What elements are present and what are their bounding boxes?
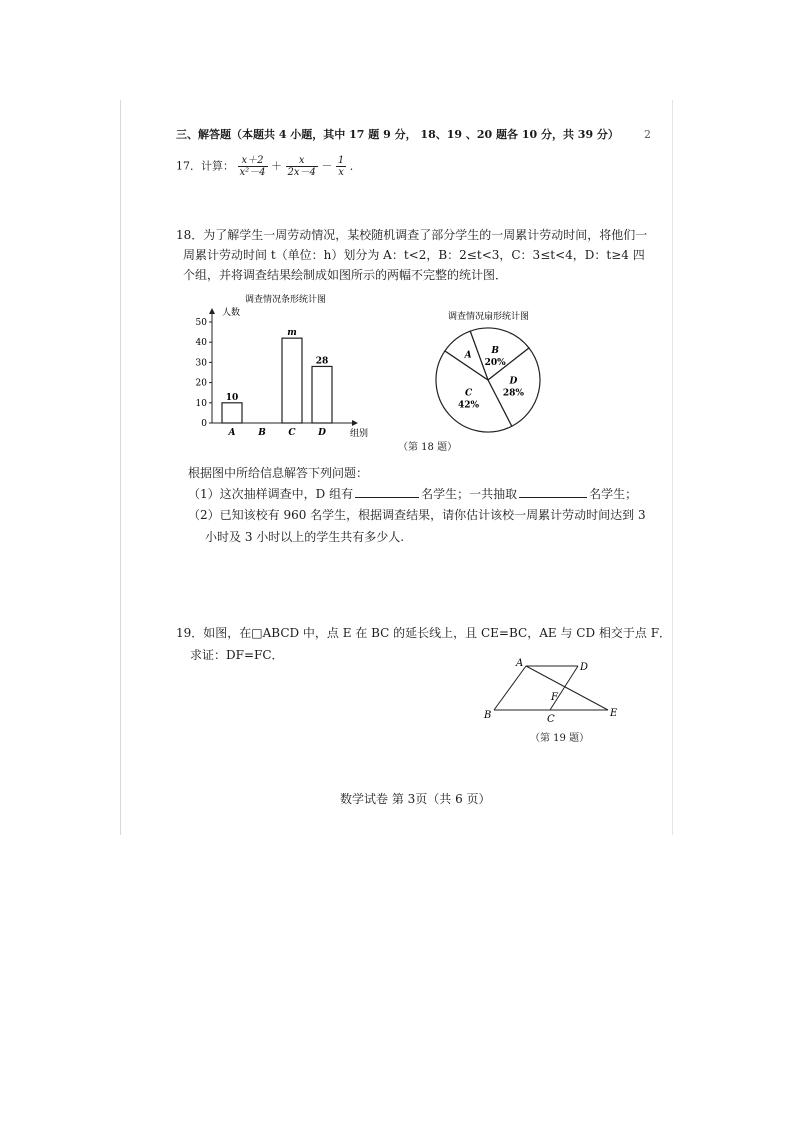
q17-op-minus: － xyxy=(321,159,333,173)
bar-data-label: 10 xyxy=(225,392,239,403)
pie-label: C xyxy=(464,388,473,399)
pie-percent-label: 20% xyxy=(484,358,506,369)
q18-sub-2-line-2: 小时及 3 小时以上的学生共有多少人. xyxy=(205,530,405,544)
x-tick-label: D xyxy=(318,428,326,438)
pie-label: B xyxy=(491,346,499,357)
q19-caption: （第 19 题） xyxy=(530,733,590,744)
edge-dc xyxy=(550,666,578,710)
pie-percent-label: 28% xyxy=(502,388,524,399)
edge-ab xyxy=(494,666,526,710)
q18-sub-1 xyxy=(188,486,637,502)
bar-chart-xlabel: 组别 xyxy=(350,429,369,438)
paper-edge-right xyxy=(672,100,673,835)
point-label-c: C xyxy=(547,714,555,725)
point-label-e: E xyxy=(610,708,618,719)
y-tick-label: 10 xyxy=(195,398,207,409)
section-title: 三、解答题（本题共 4 小题，其中 17 题 9 分， 18、19 、20 题各 10 分，共 39 分） xyxy=(176,128,619,141)
answer-blank-d-count[interactable] xyxy=(355,486,419,498)
segment-ae xyxy=(526,666,608,710)
q18-sub1-text-b: 名学生；一共抽取 xyxy=(421,487,518,501)
y-tick-label: 0 xyxy=(201,419,207,429)
q18-sub1-text-a: （1）这次抽样调查中，D 组有 xyxy=(188,487,354,501)
q17-end: ． xyxy=(349,159,361,173)
bar-data-label: m xyxy=(287,328,297,339)
y-tick-label: 30 xyxy=(195,358,207,369)
q18-line-1: 18．为了解学生一周劳动情况，某校随机调查了部分学生的一周累计劳动时间，将他们一 xyxy=(176,228,648,242)
q17-fraction-3: $\frac{1}{x}$ xyxy=(337,155,345,178)
pie-chart xyxy=(432,305,552,435)
q18-line-2: 周累计劳动时间 t（单位：h）划分为 A：t<2，B：2≤t<3，C：3≤t<4，D：t≥4 四 xyxy=(183,248,645,262)
pie-chart-title: 调查情况扇形统计图 xyxy=(448,312,530,322)
bar-chart xyxy=(190,288,380,438)
parallelogram-diagram xyxy=(480,652,630,732)
paper-edge-left xyxy=(120,100,121,835)
q18-prompt: 根据图中所给信息解答下列问题： xyxy=(188,466,369,480)
answer-blank-total[interactable] xyxy=(519,486,587,498)
point-label-d: D xyxy=(580,662,589,673)
q17-fraction-1: $\frac{x+2}{\text{x²－4}}$ xyxy=(239,155,266,178)
q18-caption: （第 18 题） xyxy=(398,442,458,453)
point-label-a: A xyxy=(516,658,524,669)
bar-chart-ylabel: 人数 xyxy=(222,308,241,318)
pie-label: A xyxy=(464,350,472,361)
q18-sub-2-line-1: （2）已知该校有 960 名学生，根据调查结果，请你估计该校一周累计劳动时间达到 3 xyxy=(188,508,646,522)
q17-label: 17．计算： xyxy=(176,159,234,173)
q17-op-plus: ＋ xyxy=(271,159,283,173)
bar-a xyxy=(222,403,242,423)
bar-d xyxy=(312,366,332,423)
x-tick-label: B xyxy=(258,428,266,438)
pie-label: D xyxy=(509,376,518,387)
point-label-f: F xyxy=(551,692,558,703)
bar-data-label: 28 xyxy=(315,356,329,367)
page-footer: 数学试卷 第 3页（共 6 页） xyxy=(340,792,491,806)
point-label-b: B xyxy=(484,710,492,721)
q19-line-1: 19．如图，在□ABCD 中，点 E 在 BC 的延长线上，且 CE=BC，AE 与 CD 相交于点 F． xyxy=(176,626,672,640)
y-tick-label: 50 xyxy=(195,318,207,328)
y-tick-label: 20 xyxy=(195,378,207,389)
x-tick-label: A xyxy=(228,428,236,438)
x-axis-arrow xyxy=(352,420,358,426)
y-axis-arrow xyxy=(209,308,215,314)
pie-percent-label: 42% xyxy=(458,400,480,411)
q19-line-2: 求证：DF=FC． xyxy=(190,648,284,662)
bar-chart-title: 调查情况条形统计图 xyxy=(245,295,327,305)
bar-c xyxy=(282,338,302,423)
x-tick-label: C xyxy=(288,428,296,438)
question-17 xyxy=(176,155,361,178)
margin-mark: 2 xyxy=(644,128,651,141)
q17-fraction-2: $\frac{x}{2x-4}$ xyxy=(287,155,316,178)
q18-sub1-text-c: 名学生； xyxy=(589,487,638,501)
y-tick-label: 40 xyxy=(195,338,207,349)
q18-line-3: 个组，并将调查结果绘制成如图所示的两幅不完整的统计图． xyxy=(183,268,508,282)
